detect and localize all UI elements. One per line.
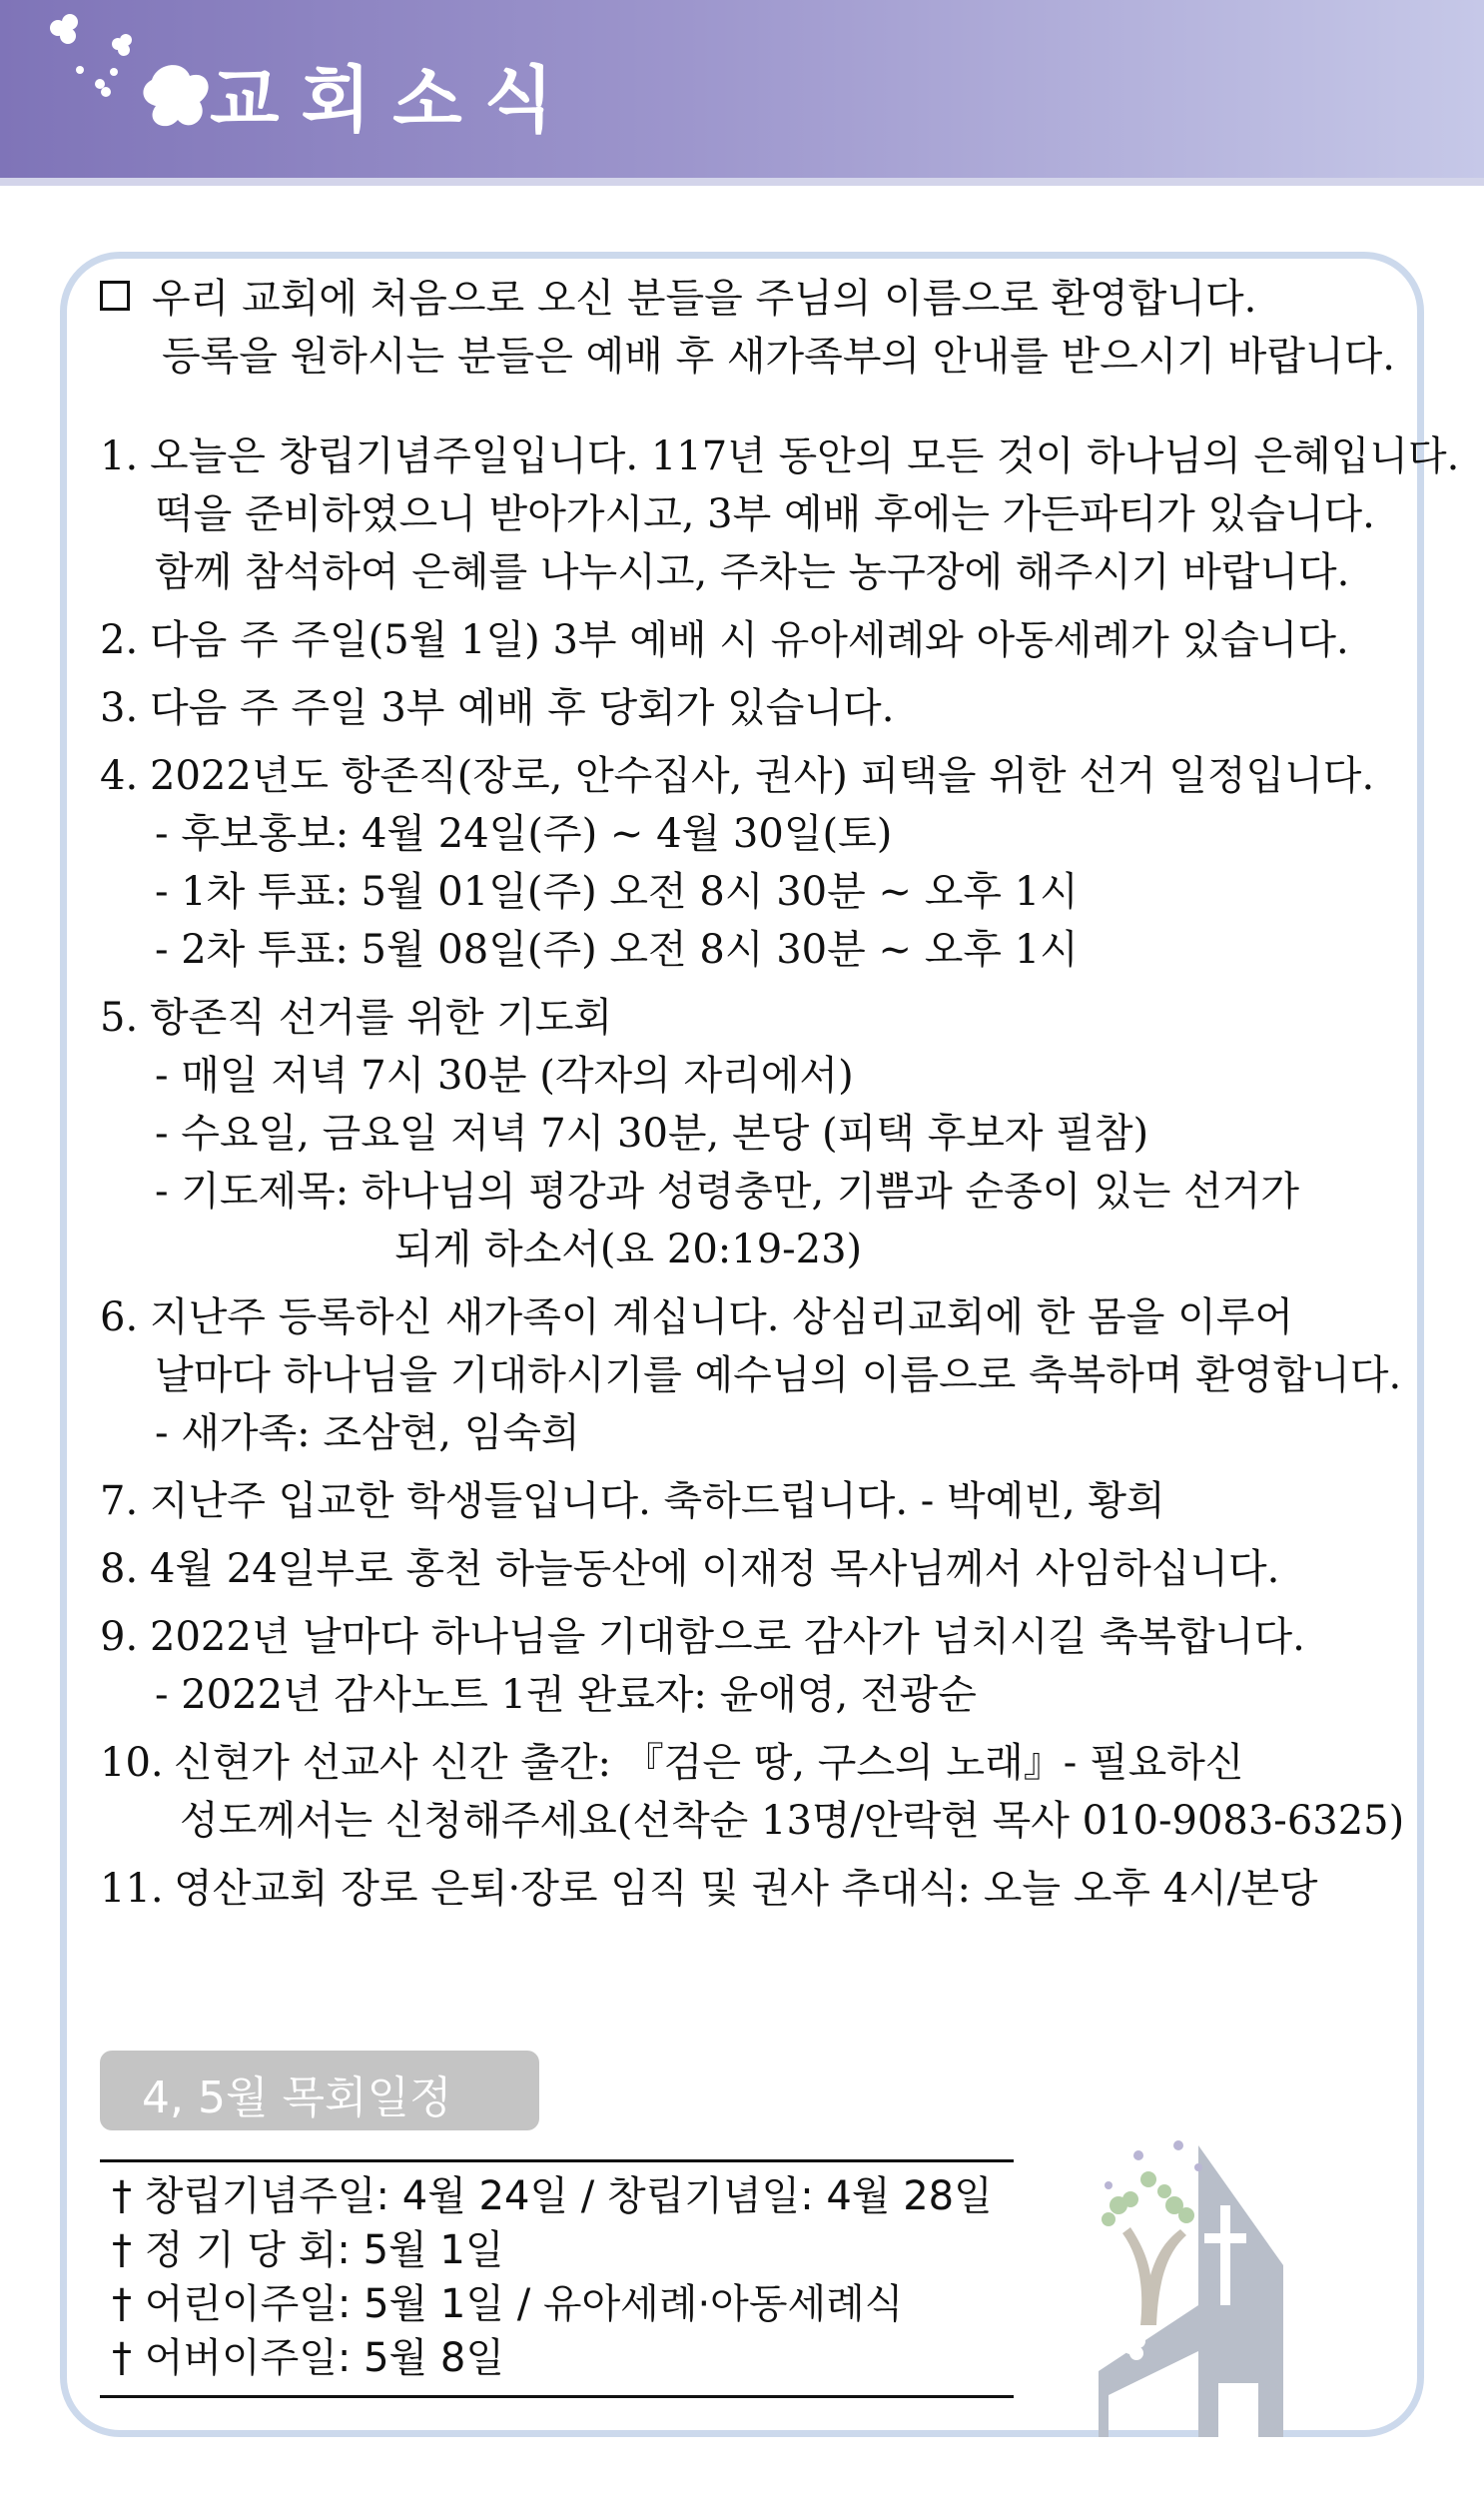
welcome-line: 등록을 원하시는 분들은 예배 후 새가족부의 안내를 받으시기 바랍니다. <box>162 334 1395 380</box>
notice-item <box>100 1734 1405 1850</box>
notice-item <box>100 989 1398 1278</box>
notice-text: 신현가 선교사 신간 출간: 『검은 땅, 구스의 노래』- 필요하신 <box>174 1740 1244 1786</box>
notice-number: 3. <box>100 685 139 731</box>
notice-number: 6. <box>100 1294 139 1340</box>
page-title: 교회소식 <box>210 58 576 142</box>
notice-number: 10. <box>100 1740 164 1786</box>
notice-subitem: - 2022년 감사노트 1권 완료자: 윤애영, 전광순 <box>155 1672 977 1718</box>
schedule-list <box>112 2169 1011 2385</box>
notice-subitem: - 2차 투표: 5월 08일(주) 오전 8시 30분 ~ 오후 1시 <box>155 927 1079 973</box>
notice-item <box>100 1472 1398 1530</box>
flower-icon <box>40 10 220 140</box>
notice-text: 떡을 준비하였으니 받아가시고, 3부 예배 후에는 가든파티가 있습니다. <box>155 491 1375 537</box>
header-underline <box>0 178 1484 186</box>
notice-item <box>100 427 1460 601</box>
notice-number: 4. <box>100 753 139 799</box>
welcome-message <box>100 270 1398 386</box>
notice-text: 영산교회 장로 은퇴·장로 임직 및 권사 추대식: 오늘 오후 4시/본당 <box>174 1866 1318 1912</box>
notice-text: 함께 참석하여 은혜를 나누시고, 주차는 농구장에 해주시기 바랍니다. <box>155 549 1350 595</box>
notice-text: 날마다 하나님을 기대하시기를 예수님의 이름으로 축복하며 환영합니다. <box>155 1352 1402 1398</box>
schedule-top-rule <box>100 2159 1014 2162</box>
notice-text: 오늘은 창립기념주일입니다. 117년 동안의 모든 것이 하나님의 은혜입니다. <box>150 433 1460 479</box>
schedule-item: † 어린이주일: 5월 1일 / 유아세례·아동세례식 <box>112 2281 904 2327</box>
notice-subitem: - 매일 저녁 7시 30분 (각자의 자리에서) <box>155 1053 854 1099</box>
notice-list <box>100 427 1460 1928</box>
notice-item <box>100 747 1398 979</box>
notice-number: 1. <box>100 433 139 479</box>
checkbox-bullet-icon <box>100 281 130 311</box>
notice-text: 항존직 선거를 위한 기도회 <box>150 995 613 1041</box>
notice-text: 지난주 입교한 학생들입니다. 축하드립니다. - 박예빈, 황희 <box>150 1478 1165 1524</box>
notice-subitem: - 기도제목: 하나님의 평강과 성령충만, 기쁨과 순종이 있는 선거가 <box>155 1169 1300 1215</box>
schedule-item: † 정 기 당 회: 5월 1일 <box>112 2227 504 2273</box>
notice-item <box>100 1540 1398 1598</box>
schedule-title: 4, 5월 목회일정 <box>142 2073 452 2123</box>
notice-text: 2022년도 항존직(장로, 안수집사, 권사) 피택을 위한 선거 일정입니다. <box>150 753 1375 799</box>
notice-item <box>100 1608 1398 1724</box>
notice-text: 다음 주 주일(5월 1일) 3부 예배 시 유아세례와 아동세례가 있습니다. <box>150 617 1349 663</box>
notice-number: 9. <box>100 1614 139 1660</box>
notice-subitem: - 1차 투표: 5월 01일(주) 오전 8시 30분 ~ 오후 1시 <box>155 869 1079 915</box>
notice-subitem: - 후보홍보: 4월 24일(주) ~ 4월 30일(토) <box>155 811 893 857</box>
notice-item <box>100 679 1398 737</box>
notice-item <box>100 1860 1398 1918</box>
church-illustration <box>1079 2115 1318 2437</box>
schedule-bottom-rule <box>100 2395 1014 2398</box>
notice-subitem: - 수요일, 금요일 저녁 7시 30분, 본당 (피택 후보자 필참) <box>155 1111 1149 1157</box>
notice-text: 지난주 등록하신 새가족이 계십니다. 상심리교회에 한 몸을 이루어 <box>150 1294 1293 1340</box>
notice-text: 성도께서는 신청해주세요(선착순 13명/안락현 목사 010-9083-6325) <box>180 1798 1405 1844</box>
notice-text: 다음 주 주일 3부 예배 후 당회가 있습니다. <box>150 685 895 731</box>
notice-subitem: 되게 하소서(요 20:19-23) <box>394 1227 863 1272</box>
notice-number: 11. <box>100 1866 164 1912</box>
notice-number: 8. <box>100 1546 139 1592</box>
notice-number: 2. <box>100 617 139 663</box>
schedule-item: † 어버이주일: 5월 8일 <box>112 2335 504 2381</box>
welcome-line: 우리 교회에 처음으로 오신 분들을 주님의 이름으로 환영합니다. <box>152 276 1257 322</box>
notice-text: 2022년 날마다 하나님을 기대함으로 감사가 넘치시길 축복합니다. <box>150 1614 1305 1660</box>
notice-number: 7. <box>100 1478 139 1524</box>
notice-item <box>100 1288 1402 1462</box>
notice-item <box>100 611 1398 669</box>
notice-number: 5. <box>100 995 139 1041</box>
notice-subitem: - 새가족: 조삼현, 임숙희 <box>155 1410 580 1456</box>
schedule-item: † 창립기념주일: 4월 24일 / 창립기념일: 4월 28일 <box>112 2173 993 2219</box>
notice-text: 4월 24일부로 홍천 하늘동산에 이재정 목사님께서 사임하십니다. <box>150 1546 1280 1592</box>
